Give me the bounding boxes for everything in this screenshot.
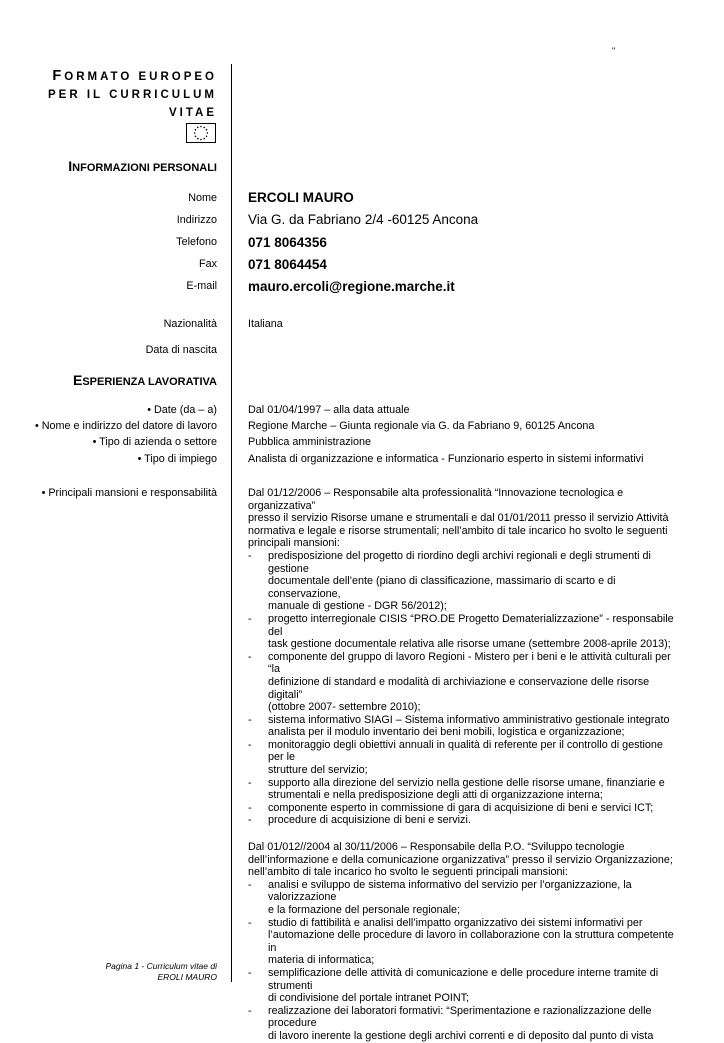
list-item: - analisi e sviluppo de sistema informativo del servizio per l’organizzazione, la valorizzazione e la formazione del personale regionale; bbox=[248, 879, 678, 917]
label-address: Indirizzo bbox=[176, 214, 217, 226]
cv-header bbox=[48, 67, 217, 122]
header-line-2: PER IL CURRICULUM bbox=[48, 89, 217, 101]
list-item: - studio di fattibilità e analisi dell’impatto organizzativo dei sistemi informativi per l’automazione delle procedure di lavoro in collaborazione con la struttura competente in materia di informatica; bbox=[248, 917, 678, 967]
value-sector: Pubblica amministrazione bbox=[248, 436, 372, 448]
list-item: - realizzazione dei laboratori formativi: “Sperimentazione e razionalizzazione delle procedure di lavoro inerente la gestione degli archivi correnti e di deposito dal punto di vista bbox=[248, 1005, 678, 1043]
list-item: - sistema informativo SIAGI – Sistema informativo amministrativo gestionale integrato analista per il modulo inventario dei beni mobili, logistica e organizzazione; bbox=[248, 714, 678, 739]
value-dates: Dal 01/04/1997 – alla data attuale bbox=[248, 404, 410, 416]
label-job-type: • Tipo di impiego bbox=[137, 453, 217, 465]
list-item: - supporto alla direzione del servizio nella gestione delle risorse umane, finanziarie e strumentali e nella predisposizione degli atti di organizzazione interna; bbox=[248, 777, 678, 802]
header-line-1: FORMATO EUROPEO bbox=[52, 68, 217, 84]
label-email: E-mail bbox=[186, 280, 217, 292]
duties-paragraph-2: Dal 01/012//2004 al 30/11/2006 – Responsabile della P.O. “Sviluppo tecnologie dell’informazione e della comunicazione organizzativa” presso il servizio Organizzazione; nell’ambito di tale incarico ho svolto le seguenti principali mansioni: bbox=[248, 841, 673, 879]
value-job-type: Analista di organizzazione e informatica - Funzionario esperto in sistemi informativi bbox=[248, 453, 644, 465]
page-mark: " bbox=[612, 46, 616, 56]
label-dates: • Date (da – a) bbox=[147, 404, 217, 416]
value-phone: 071 8064356 bbox=[248, 235, 327, 250]
duties-list-1 bbox=[248, 550, 678, 827]
list-item: - componente esperto in commissione di gara di acquisizione di beni e servici ICT; bbox=[248, 802, 678, 815]
list-item: - monitoraggio degli obiettivi annuali in qualità di referente per il controllo di gestione per le strutture del servizio; bbox=[248, 739, 678, 777]
label-duties: • Principali mansioni e responsabilità bbox=[41, 487, 217, 499]
eu-flag-icon bbox=[186, 123, 216, 143]
vertical-divider bbox=[231, 64, 232, 982]
page-footer: Pagina 1 - Curriculum vitae di EROLI MAURO bbox=[105, 961, 217, 982]
duties-list-2 bbox=[248, 879, 678, 1043]
value-email: mauro.ercoli@regione.marche.it bbox=[248, 279, 455, 294]
section-title-personal: INFORMAZIONI PERSONALI bbox=[68, 158, 217, 174]
label-employer: • Nome e indirizzo del datore di lavoro bbox=[34, 420, 217, 432]
list-item: - semplificazione delle attività di comunicazione e delle procedure interne tramite di strumenti di condivisione del portale intranet POINT; bbox=[248, 967, 678, 1005]
label-nationality: Nazionalità bbox=[163, 318, 217, 330]
paragraph-spacer bbox=[248, 827, 678, 841]
value-fax: 071 8064454 bbox=[248, 257, 327, 272]
label-name: Nome bbox=[188, 192, 217, 204]
header-line-3: VITAE bbox=[168, 107, 217, 119]
value-address: Via G. da Fabriano 2/4 -60125 Ancona bbox=[248, 212, 479, 227]
label-birth-date: Data di nascita bbox=[145, 344, 217, 356]
label-fax: Fax bbox=[199, 258, 217, 270]
label-sector: • Tipo di azienda o settore bbox=[92, 436, 217, 448]
list-item: - procedure di acquisizione di beni e servizi. bbox=[248, 814, 678, 827]
value-name: ERCOLI MAURO bbox=[248, 190, 354, 205]
value-nationality: Italiana bbox=[248, 318, 283, 330]
list-item: - predisposizione del progetto di riordino degli archivi regionali e degli strumenti di gestione documentale dell’ente (piano di classificazione, massimario di scarto e di conservazione, manuale di gestione - DGR 56/2012); bbox=[248, 550, 678, 613]
duties-description bbox=[248, 487, 678, 1043]
list-item: - progetto interregionale CISIS “PRO.DE Progetto Dematerializzazione” - responsabile del task gestione documentale relativa alle risorse umane (settembre 2008-aprile 2013); bbox=[248, 613, 678, 651]
section-title-experience: ESPERIENZA LAVORATIVA bbox=[73, 372, 217, 388]
list-item: - componente del gruppo di lavoro Regioni - Mistero per i beni e le attività culturali per “la definizione di standard e modalità di archiviazione e conservazione delle risorse digitali” (ottobre 2007- settembre 2010); bbox=[248, 651, 678, 714]
value-employer: Regione Marche – Giunta regionale via G. da Fabriano 9, 60125 Ancona bbox=[248, 420, 595, 432]
duties-paragraph-1: Dal 01/12/2006 – Responsabile alta professionalità “Innovazione tecnologica e organizzativa” presso il servizio Risorse umane e strumentali e dal 01/01/2011 presso il servizio Attività normativa e legale e risorse strumentali; nell’ambito di tale incarico ho svolto le seguenti principali mansioni: bbox=[248, 487, 669, 550]
label-phone: Telefono bbox=[176, 236, 217, 248]
